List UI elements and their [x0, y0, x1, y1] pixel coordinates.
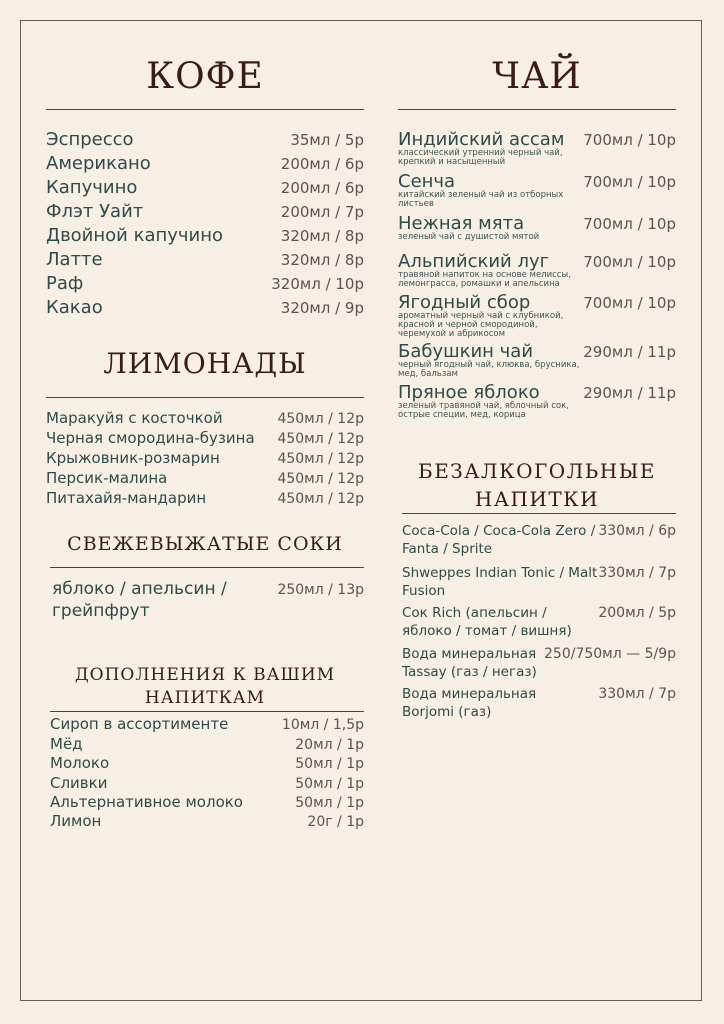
list-item	[46, 489, 364, 507]
item-name: Молоко	[50, 754, 110, 772]
item-name: Альтернативное молоко	[50, 793, 243, 811]
item-description: черный ягодный чай, клюква, брусника, мед, бальзам	[398, 360, 580, 379]
juices-title: СВЕЖЕВЫЖАТЫЕ СОКИ	[67, 533, 343, 555]
item-description: зеленый чай с душистой мятой	[398, 232, 540, 242]
item-price: 200мл / 7р	[280, 203, 364, 221]
addons-title	[46, 664, 364, 710]
item-price: 450мл / 12р	[277, 451, 364, 467]
item-name: Shweppes Indian Tonic / Malt Fusion	[402, 565, 598, 599]
item-name: Эспрессо	[46, 129, 134, 150]
item-price: 290мл / 11р	[583, 384, 676, 402]
addons-title-line2: НАПИТКАМ	[144, 688, 266, 708]
item-price: 50мл / 1р	[295, 795, 364, 811]
item-description: ароматный черный чай с клубникой, красной и черной смородиной, черемухой и абрикосом	[398, 311, 564, 339]
list-item	[46, 153, 364, 174]
list-item	[50, 715, 364, 733]
item-name: Сироп в ассортименте	[50, 715, 229, 733]
item-description: травяной напиток на основе мелиссы, лемонграсса, ромашки и апельсина	[398, 270, 571, 289]
list-item	[46, 297, 364, 318]
lemonades-divider	[46, 397, 364, 398]
list-item	[402, 645, 676, 681]
item-name: Какао	[46, 297, 103, 318]
item-name: Вода минеральная Borjomi (газ)	[402, 686, 537, 720]
soft-drinks-title-line1: БЕЗАЛКОГОЛЬНЫЕ	[418, 459, 656, 483]
list-item	[46, 469, 364, 487]
coffee-divider	[46, 109, 364, 110]
item-price: 450мл / 12р	[277, 431, 364, 447]
list-item	[46, 177, 364, 198]
item-price: 700мл / 10р	[583, 253, 676, 271]
soft-drinks-divider	[402, 513, 676, 514]
item-price: 20мл / 1р	[295, 737, 364, 753]
item-price: 330мл / 7р	[598, 686, 676, 702]
item-price: 200мл / 6р	[280, 155, 364, 173]
list-item	[398, 171, 676, 209]
item-price: 330мл / 6р	[598, 523, 676, 539]
item-price: 35мл / 5р	[290, 131, 364, 149]
list-item	[50, 812, 364, 830]
item-name: Пряное яблоко	[398, 382, 540, 403]
lemonades-title: ЛИМОНАДЫ	[103, 347, 307, 380]
item-name: Сок Rich (апельсин / яблоко / томат / вишня)	[402, 605, 572, 639]
list-item	[46, 249, 364, 270]
list-item	[398, 251, 676, 289]
item-name: Ягодный сбор	[398, 292, 531, 313]
item-name: Латте	[46, 249, 103, 270]
soft-drinks-title-line2: НАПИТКИ	[474, 487, 600, 511]
item-price: 450мл / 12р	[277, 471, 364, 487]
item-name: Крыжовник-розмарин	[46, 449, 220, 467]
item-name: Двойной капучино	[46, 225, 224, 246]
item-name: Вода минеральная Tassay (газ / негаз)	[402, 646, 537, 680]
item-price: 50мл / 1р	[295, 756, 364, 772]
item-price: 700мл / 10р	[583, 294, 676, 312]
item-name: Раф	[46, 273, 84, 294]
list-item	[46, 429, 364, 447]
soft-drinks-title	[398, 457, 676, 513]
coffee-title: КОФЕ	[146, 56, 264, 97]
item-description: китайский зеленый чай из отборных листьев	[398, 190, 564, 209]
list-item	[398, 382, 676, 420]
item-name: Сенча	[398, 171, 456, 192]
addons-title-line1: ДОПОЛНЕНИЯ К ВАШИМ	[74, 665, 336, 685]
list-item	[402, 522, 676, 558]
item-name: Черная смородина-бузина	[46, 429, 255, 447]
item-price: 700мл / 10р	[583, 215, 676, 233]
list-item	[402, 604, 676, 640]
item-price: 20г / 1р	[307, 814, 364, 830]
item-price: 320мл / 8р	[280, 227, 364, 245]
list-item	[402, 564, 676, 600]
item-price: 200мл / 5р	[598, 605, 676, 621]
item-name: Мёд	[50, 735, 83, 753]
list-item	[46, 273, 364, 294]
item-name: Альпийский луг	[398, 251, 550, 272]
item-price: 320мл / 8р	[280, 251, 364, 269]
list-item	[46, 409, 364, 427]
item-name: Бабушкин чай	[398, 341, 534, 362]
item-price: 250/750мл — 5/9р	[544, 646, 676, 662]
list-item	[50, 774, 364, 792]
item-price: 250мл / 13р	[277, 582, 364, 598]
item-price: 50мл / 1р	[295, 776, 364, 792]
list-item	[398, 292, 676, 339]
list-item	[46, 225, 364, 246]
list-item	[398, 129, 676, 167]
item-price: 320мл / 9р	[280, 299, 364, 317]
item-price: 320мл / 10р	[271, 275, 364, 293]
list-item	[50, 754, 364, 772]
item-price: 700мл / 10р	[583, 131, 676, 149]
item-name: Coca-Cola / Coca-Cola Zero / Fanta / Sprite	[402, 523, 596, 557]
list-item	[402, 685, 676, 721]
item-name: Флэт Уайт	[46, 201, 144, 222]
tea-divider	[398, 109, 676, 110]
list-item	[398, 213, 676, 242]
item-name: Маракуйя с косточкой	[46, 409, 223, 427]
item-price: 330мл / 7р	[598, 565, 676, 581]
list-item	[50, 793, 364, 811]
tea-title: ЧАЙ	[492, 56, 582, 97]
juices-divider	[50, 567, 364, 568]
item-name: Нежная мята	[398, 213, 525, 234]
list-item	[398, 341, 676, 379]
item-name: Сливки	[50, 774, 108, 792]
item-price: 450мл / 12р	[277, 411, 364, 427]
addons-divider	[50, 711, 364, 712]
list-item	[52, 578, 364, 622]
item-description: классический утренний черный чай, крепкий и насыщенный	[398, 148, 563, 167]
item-name: Индийский ассам	[398, 129, 565, 150]
list-item	[46, 449, 364, 467]
item-name: Лимон	[50, 812, 102, 830]
item-price: 290мл / 11р	[583, 343, 676, 361]
item-name: Капучино	[46, 177, 138, 198]
item-description: зеленый травяной чай, яблочный сок, острые специи, мед, корица	[398, 401, 569, 420]
item-price: 200мл / 6р	[280, 179, 364, 197]
item-name: яблоко / апельсин / грейпфрут	[52, 579, 227, 621]
item-name: Американо	[46, 153, 151, 174]
item-price: 450мл / 12р	[277, 491, 364, 507]
item-price: 700мл / 10р	[583, 173, 676, 191]
item-price: 10мл / 1,5р	[281, 717, 364, 733]
list-item	[46, 201, 364, 222]
list-item	[46, 129, 364, 150]
item-name: Персик-малина	[46, 469, 168, 487]
list-item	[50, 735, 364, 753]
item-name: Питахайя-мандарин	[46, 489, 207, 507]
